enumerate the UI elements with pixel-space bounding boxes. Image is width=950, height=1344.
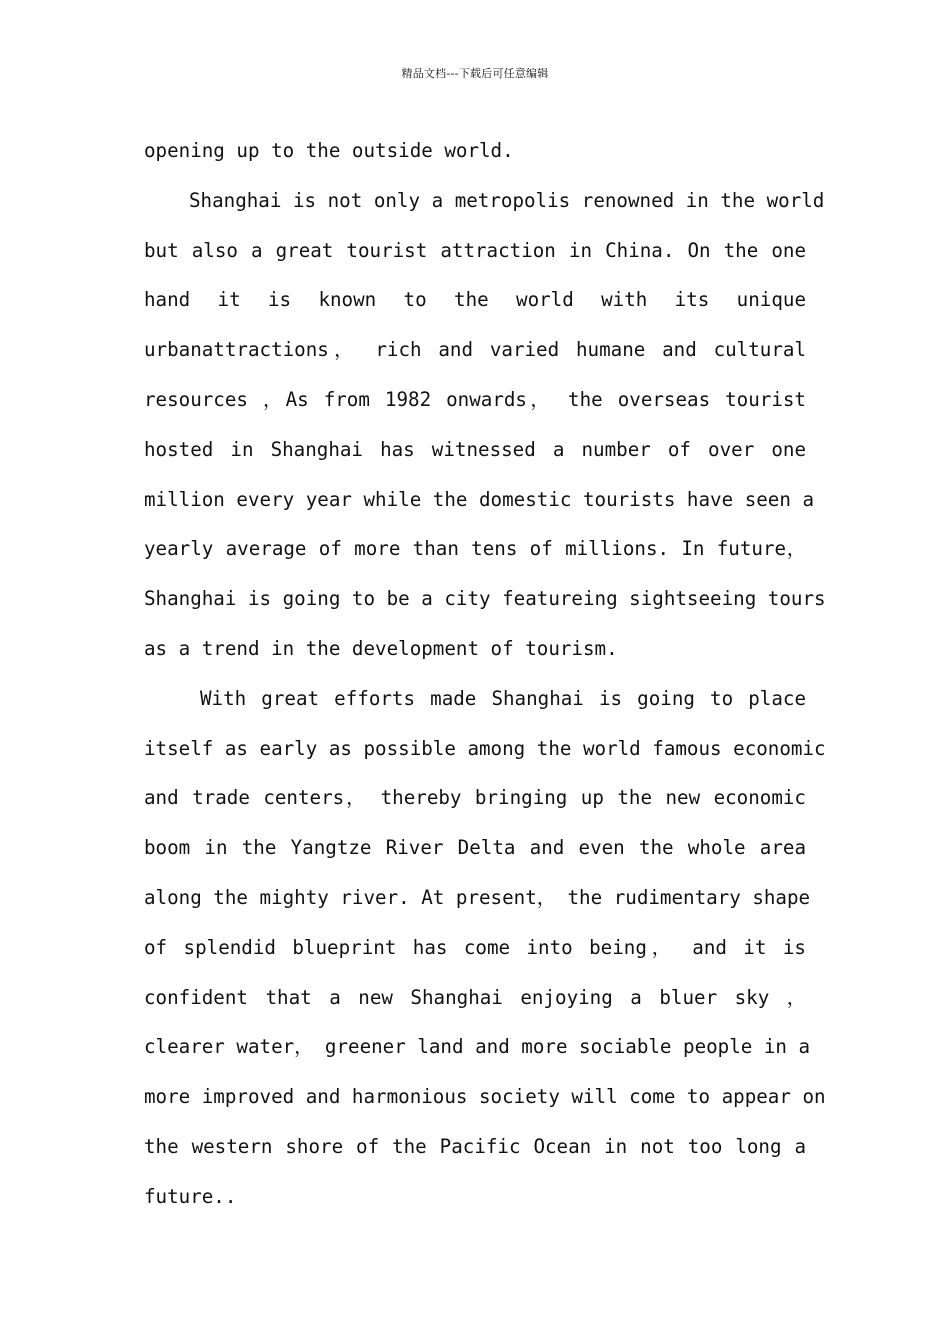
text-line: With great efforts made Shanghai is going to place	[200, 686, 806, 710]
text-line: resources ，As from 1982 onwards， the overseas tourist	[144, 387, 806, 411]
text-line: but also a great tourist attraction in China. On the one	[144, 238, 806, 262]
text-line: the western shore of the Pacific Ocean in not too long a	[144, 1134, 806, 1158]
paragraph-2	[144, 176, 826, 674]
document-body	[144, 126, 826, 1222]
text-line: Shanghai is not only a metropolis renowned in the world	[189, 188, 825, 212]
text-line: opening up to the outside world.	[144, 139, 514, 162]
text-line: and trade centers， thereby bringing up the new economic	[144, 786, 806, 810]
text-line: as a trend in the development of tourism.	[144, 636, 618, 660]
text-line: yearly average of more than tens of millions. In future，	[144, 537, 806, 561]
text-line: of splendid blueprint has come into being， and it is	[144, 935, 806, 959]
paragraph-3	[144, 674, 826, 1222]
text-line: clearer water， greener land and more sociable people in a	[144, 1035, 811, 1059]
paragraph-1	[144, 126, 806, 176]
text-line: boom in the Yangtze River Delta and even the whole area	[144, 836, 806, 860]
text-line: Shanghai is going to be a city featureing sightseeing tours	[144, 587, 826, 611]
text-line: hosted in Shanghai has witnessed a number of over one	[144, 437, 806, 461]
text-line: million every year while the domestic tourists have seen a	[144, 487, 815, 511]
text-line: future..	[144, 1184, 237, 1208]
text-line: more improved and harmonious society will come to appear on	[144, 1085, 826, 1109]
text-line: along the mighty river. At present， the rudimentary shape	[144, 885, 811, 909]
text-line: urbanattractions， rich and varied humane and cultural	[144, 338, 806, 362]
text-line: itself as early as possible among the world famous economic	[144, 736, 826, 760]
text-line: confident that a new Shanghai enjoying a bluer sky ，	[144, 985, 806, 1009]
page-header: 精品文档---下载后可任意编辑	[401, 67, 549, 80]
text-line: hand it is known to the world with its unique	[144, 288, 806, 312]
